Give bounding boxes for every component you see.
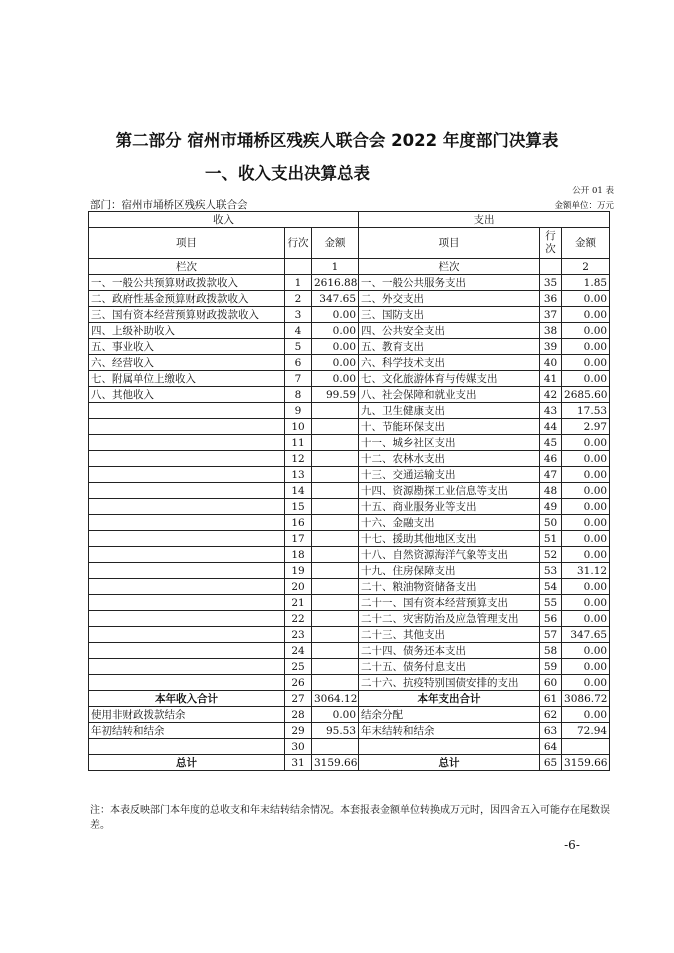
table-title: 一、收入支出决算总表 [205,164,370,183]
expense-row-number: 35 [540,275,562,291]
income-row-number: 17 [285,531,312,547]
income-row-number: 10 [285,419,312,435]
expense-row-number: 41 [540,371,562,387]
income-row-number: 16 [285,515,312,531]
income-row-number: 21 [285,595,312,611]
table-row [89,707,610,723]
income-row-number: 12 [285,451,312,467]
income-lan-label: 栏次 [89,259,285,275]
income-amount [312,499,359,515]
income-item [89,531,285,547]
income-amount: 0.00 [312,707,359,723]
expense-item: 十三、交通运输支出 [359,467,540,483]
table-row [89,611,610,627]
income-item [89,419,285,435]
expense-item: 二十一、国有资本经营预算支出 [359,595,540,611]
expense-amount: 0.00 [562,515,610,531]
table-row [89,339,610,355]
expense-row-number: 44 [540,419,562,435]
expense-amount: 0.00 [562,531,610,547]
expense-amount: 0.00 [562,595,610,611]
income-item: 七、附属单位上缴收入 [89,371,285,387]
income-amount [312,739,359,755]
income-row-number: 20 [285,579,312,595]
expense-item: 二十二、灾害防治及应急管理支出 [359,611,540,627]
expense-amount: 0.00 [562,643,610,659]
income-row-number: 9 [285,403,312,419]
expense-amount: 0.00 [562,435,610,451]
income-row-number: 22 [285,611,312,627]
expense-item: 十七、援助其他地区支出 [359,531,540,547]
expense-amount: 2.97 [562,419,610,435]
income-row-number: 28 [285,707,312,723]
income-row-number: 27 [285,691,312,707]
income-amount: 347.65 [312,291,359,307]
expense-amount [562,739,610,755]
table-row [89,467,610,483]
expense-item: 三、国防支出 [359,307,540,323]
income-row-number: 13 [285,467,312,483]
expense-amount: 0.00 [562,483,610,499]
income-amount [312,643,359,659]
expense-row-number: 61 [540,691,562,707]
table-row [89,483,610,499]
table-row [89,643,610,659]
expense-amount: 0.00 [562,451,610,467]
income-row-number: 1 [285,275,312,291]
income-row-number: 14 [285,483,312,499]
expense-item: 十二、农林水支出 [359,451,540,467]
expense-row-number: 37 [540,307,562,323]
expense-amount: 3086.72 [562,691,610,707]
expense-item: 二十三、其他支出 [359,627,540,643]
table-row [89,275,610,291]
department-label: 部门：宿州市埇桥区残疾人联合会 [90,199,248,211]
income-item [89,675,285,691]
income-amount [312,563,359,579]
expense-col-index: 2 [562,259,610,275]
table-row [89,307,610,323]
expense-amount: 0.00 [562,499,610,515]
expense-item: 十六、金融支出 [359,515,540,531]
expense-row-number: 47 [540,467,562,483]
table-row [89,371,610,387]
income-row-number: 23 [285,627,312,643]
table-row [89,355,610,371]
expense-item: 十四、资源勘探工业信息等支出 [359,483,540,499]
expense-item: 十一、城乡社区支出 [359,435,540,451]
expense-row-number: 65 [540,755,562,771]
expense-item: 总计 [359,755,540,771]
income-amount: 95.53 [312,723,359,739]
table-row [89,323,610,339]
income-amount [312,419,359,435]
income-item [89,547,285,563]
table-row [89,403,610,419]
expense-amount: 0.00 [562,339,610,355]
income-row-number: 29 [285,723,312,739]
income-item [89,435,285,451]
expense-amount: 0.00 [562,579,610,595]
income-item: 八、其他收入 [89,387,285,403]
expense-amount: 0.00 [562,307,610,323]
table-row [89,499,610,515]
income-amount: 0.00 [312,323,359,339]
income-row-number: 11 [285,435,312,451]
income-amount [312,675,359,691]
expense-row-number: 49 [540,499,562,515]
income-item [89,499,285,515]
expense-item: 二十四、债务还本支出 [359,643,540,659]
expense-amount: 0.00 [562,467,610,483]
expense-item: 八、社会保障和就业支出 [359,387,540,403]
expense-row-number: 51 [540,531,562,547]
table-row [89,659,610,675]
income-amount [312,547,359,563]
income-item: 一、一般公共预算财政拨款收入 [89,275,285,291]
income-item [89,515,285,531]
expense-row-number: 42 [540,387,562,403]
expense-row-number: 59 [540,659,562,675]
expense-row-number: 48 [540,483,562,499]
income-amount: 0.00 [312,339,359,355]
expense-amount: 0.00 [562,291,610,307]
column-index-row [89,259,610,275]
income-amount [312,483,359,499]
income-amount [312,659,359,675]
section-header-row [89,212,610,228]
income-item: 五、事业收入 [89,339,285,355]
expense-amount: 72.94 [562,723,610,739]
income-amount-header: 金额 [312,228,359,259]
income-expense-table [88,211,610,771]
table-note: 注：本表反映部门本年度的总收支和年末结转结余情况。本套报表金额单位转换成万元时，因四舍五入可能存在尾数误差。 [90,805,610,831]
table-row [89,291,610,307]
income-row-number: 15 [285,499,312,515]
expense-header: 支出 [359,212,610,228]
expense-amount: 1.85 [562,275,610,291]
expense-item: 四、公共安全支出 [359,323,540,339]
expense-amount: 3159.66 [562,755,610,771]
expense-item: 十、节能环保支出 [359,419,540,435]
expense-amount: 0.00 [562,547,610,563]
income-amount: 3064.12 [312,691,359,707]
income-row-number: 18 [285,547,312,563]
income-header: 收入 [89,212,359,228]
income-item [89,643,285,659]
total-row [89,755,610,771]
table-row [89,723,610,739]
expense-item: 二十六、抗疫特别国债安排的支出 [359,675,540,691]
income-item [89,483,285,499]
expense-row-number: 40 [540,355,562,371]
income-item: 四、上级补助收入 [89,323,285,339]
expense-item-header: 项目 [359,228,540,259]
amount-unit: 金额单位：万元 [554,201,614,211]
expense-item: 七、文化旅游体育与传媒支出 [359,371,540,387]
income-amount [312,403,359,419]
expense-amount: 0.00 [562,323,610,339]
income-item [89,451,285,467]
expense-row-number: 60 [540,675,562,691]
expense-item: 本年支出合计 [359,691,540,707]
income-item: 三、国有资本经营预算财政拨款收入 [89,307,285,323]
income-item: 总计 [89,755,285,771]
income-amount: 0.00 [312,307,359,323]
income-amount [312,531,359,547]
table-row [89,547,610,563]
income-item [89,611,285,627]
income-col-index: 1 [312,259,359,275]
income-item [89,627,285,643]
expense-amount: 31.12 [562,563,610,579]
income-item [89,579,285,595]
expense-item: 九、卫生健康支出 [359,403,540,419]
expense-item: 二、外交支出 [359,291,540,307]
expense-row-number: 64 [540,739,562,755]
expense-item: 二十五、债务付息支出 [359,659,540,675]
income-item [89,739,285,755]
income-item: 二、政府性基金预算财政拨款收入 [89,291,285,307]
income-row-number: 25 [285,659,312,675]
table-row [89,451,610,467]
column-header-row [89,228,610,259]
expense-amount: 0.00 [562,371,610,387]
expense-item: 结余分配 [359,707,540,723]
income-amount [312,515,359,531]
expense-row-number: 53 [540,563,562,579]
income-amount: 3159.66 [312,755,359,771]
expense-item: 十五、商业服务业等支出 [359,499,540,515]
table-row [89,387,610,403]
expense-item: 五、教育支出 [359,339,540,355]
expense-item: 年末结转和结余 [359,723,540,739]
page-number: -6- [564,838,580,852]
income-row-number: 3 [285,307,312,323]
income-row-number: 5 [285,339,312,355]
expense-lan-label: 栏次 [359,259,540,275]
income-item [89,403,285,419]
table-row [89,675,610,691]
income-row-number: 6 [285,355,312,371]
expense-row-number: 45 [540,435,562,451]
income-item [89,467,285,483]
form-number: 公开 01 表 [572,186,614,196]
expense-amount: 347.65 [562,627,610,643]
expense-item: 一、一般公共服务支出 [359,275,540,291]
expense-row-number: 55 [540,595,562,611]
expense-row-number: 63 [540,723,562,739]
table-row [89,739,610,755]
expense-item: 六、科学技术支出 [359,355,540,371]
table-row [89,419,610,435]
expense-amount: 0.00 [562,707,610,723]
income-rowno-header: 行次 [285,228,312,259]
income-item: 本年收入合计 [89,691,285,707]
income-amount [312,467,359,483]
income-amount: 2616.88 [312,275,359,291]
table-row [89,531,610,547]
income-row-number: 7 [285,371,312,387]
expense-row-number: 62 [540,707,562,723]
income-row-number: 26 [285,675,312,691]
income-row-number: 19 [285,563,312,579]
income-item-header: 项目 [89,228,285,259]
income-row-number: 2 [285,291,312,307]
expense-row-number: 58 [540,643,562,659]
table-row [89,627,610,643]
expense-amount: 0.00 [562,659,610,675]
income-amount: 99.59 [312,387,359,403]
income-row-number: 24 [285,643,312,659]
expense-amount: 0.00 [562,675,610,691]
expense-row-number: 56 [540,611,562,627]
income-item [89,595,285,611]
expense-amount: 2685.60 [562,387,610,403]
table-row [89,435,610,451]
income-amount [312,579,359,595]
expense-item [359,739,540,755]
expense-row-number: 54 [540,579,562,595]
table-row [89,579,610,595]
expense-row-number: 38 [540,323,562,339]
table-row [89,563,610,579]
expense-item: 二十、粮油物资储备支出 [359,579,540,595]
income-row-number: 30 [285,739,312,755]
expense-row-number: 36 [540,291,562,307]
page-title: 第二部分 宿州市埇桥区残疾人联合会 2022 年度部门决算表 [115,131,559,150]
income-amount [312,611,359,627]
expense-row-number: 57 [540,627,562,643]
income-item [89,563,285,579]
income-row-number: 31 [285,755,312,771]
expense-amount: 0.00 [562,355,610,371]
expense-amount-header: 金额 [562,228,610,259]
income-row-number: 4 [285,323,312,339]
income-item: 六、经营收入 [89,355,285,371]
expense-row-number: 43 [540,403,562,419]
table-row [89,595,610,611]
expense-row-number: 39 [540,339,562,355]
income-item [89,659,285,675]
income-amount [312,451,359,467]
expense-amount: 17.53 [562,403,610,419]
expense-row-number: 52 [540,547,562,563]
expense-row-number: 46 [540,451,562,467]
expense-item: 十九、住房保障支出 [359,563,540,579]
expense-row-number: 50 [540,515,562,531]
income-amount: 0.00 [312,371,359,387]
income-item: 使用非财政拨款结余 [89,707,285,723]
table-row [89,515,610,531]
income-amount [312,435,359,451]
expense-rowno-header: 行次 [540,228,562,259]
expense-amount: 0.00 [562,611,610,627]
income-item: 年初结转和结余 [89,723,285,739]
income-row-number: 8 [285,387,312,403]
income-amount: 0.00 [312,355,359,371]
expense-item: 十八、自然资源海洋气象等支出 [359,547,540,563]
income-amount [312,627,359,643]
income-amount [312,595,359,611]
subtotal-row [89,691,610,707]
